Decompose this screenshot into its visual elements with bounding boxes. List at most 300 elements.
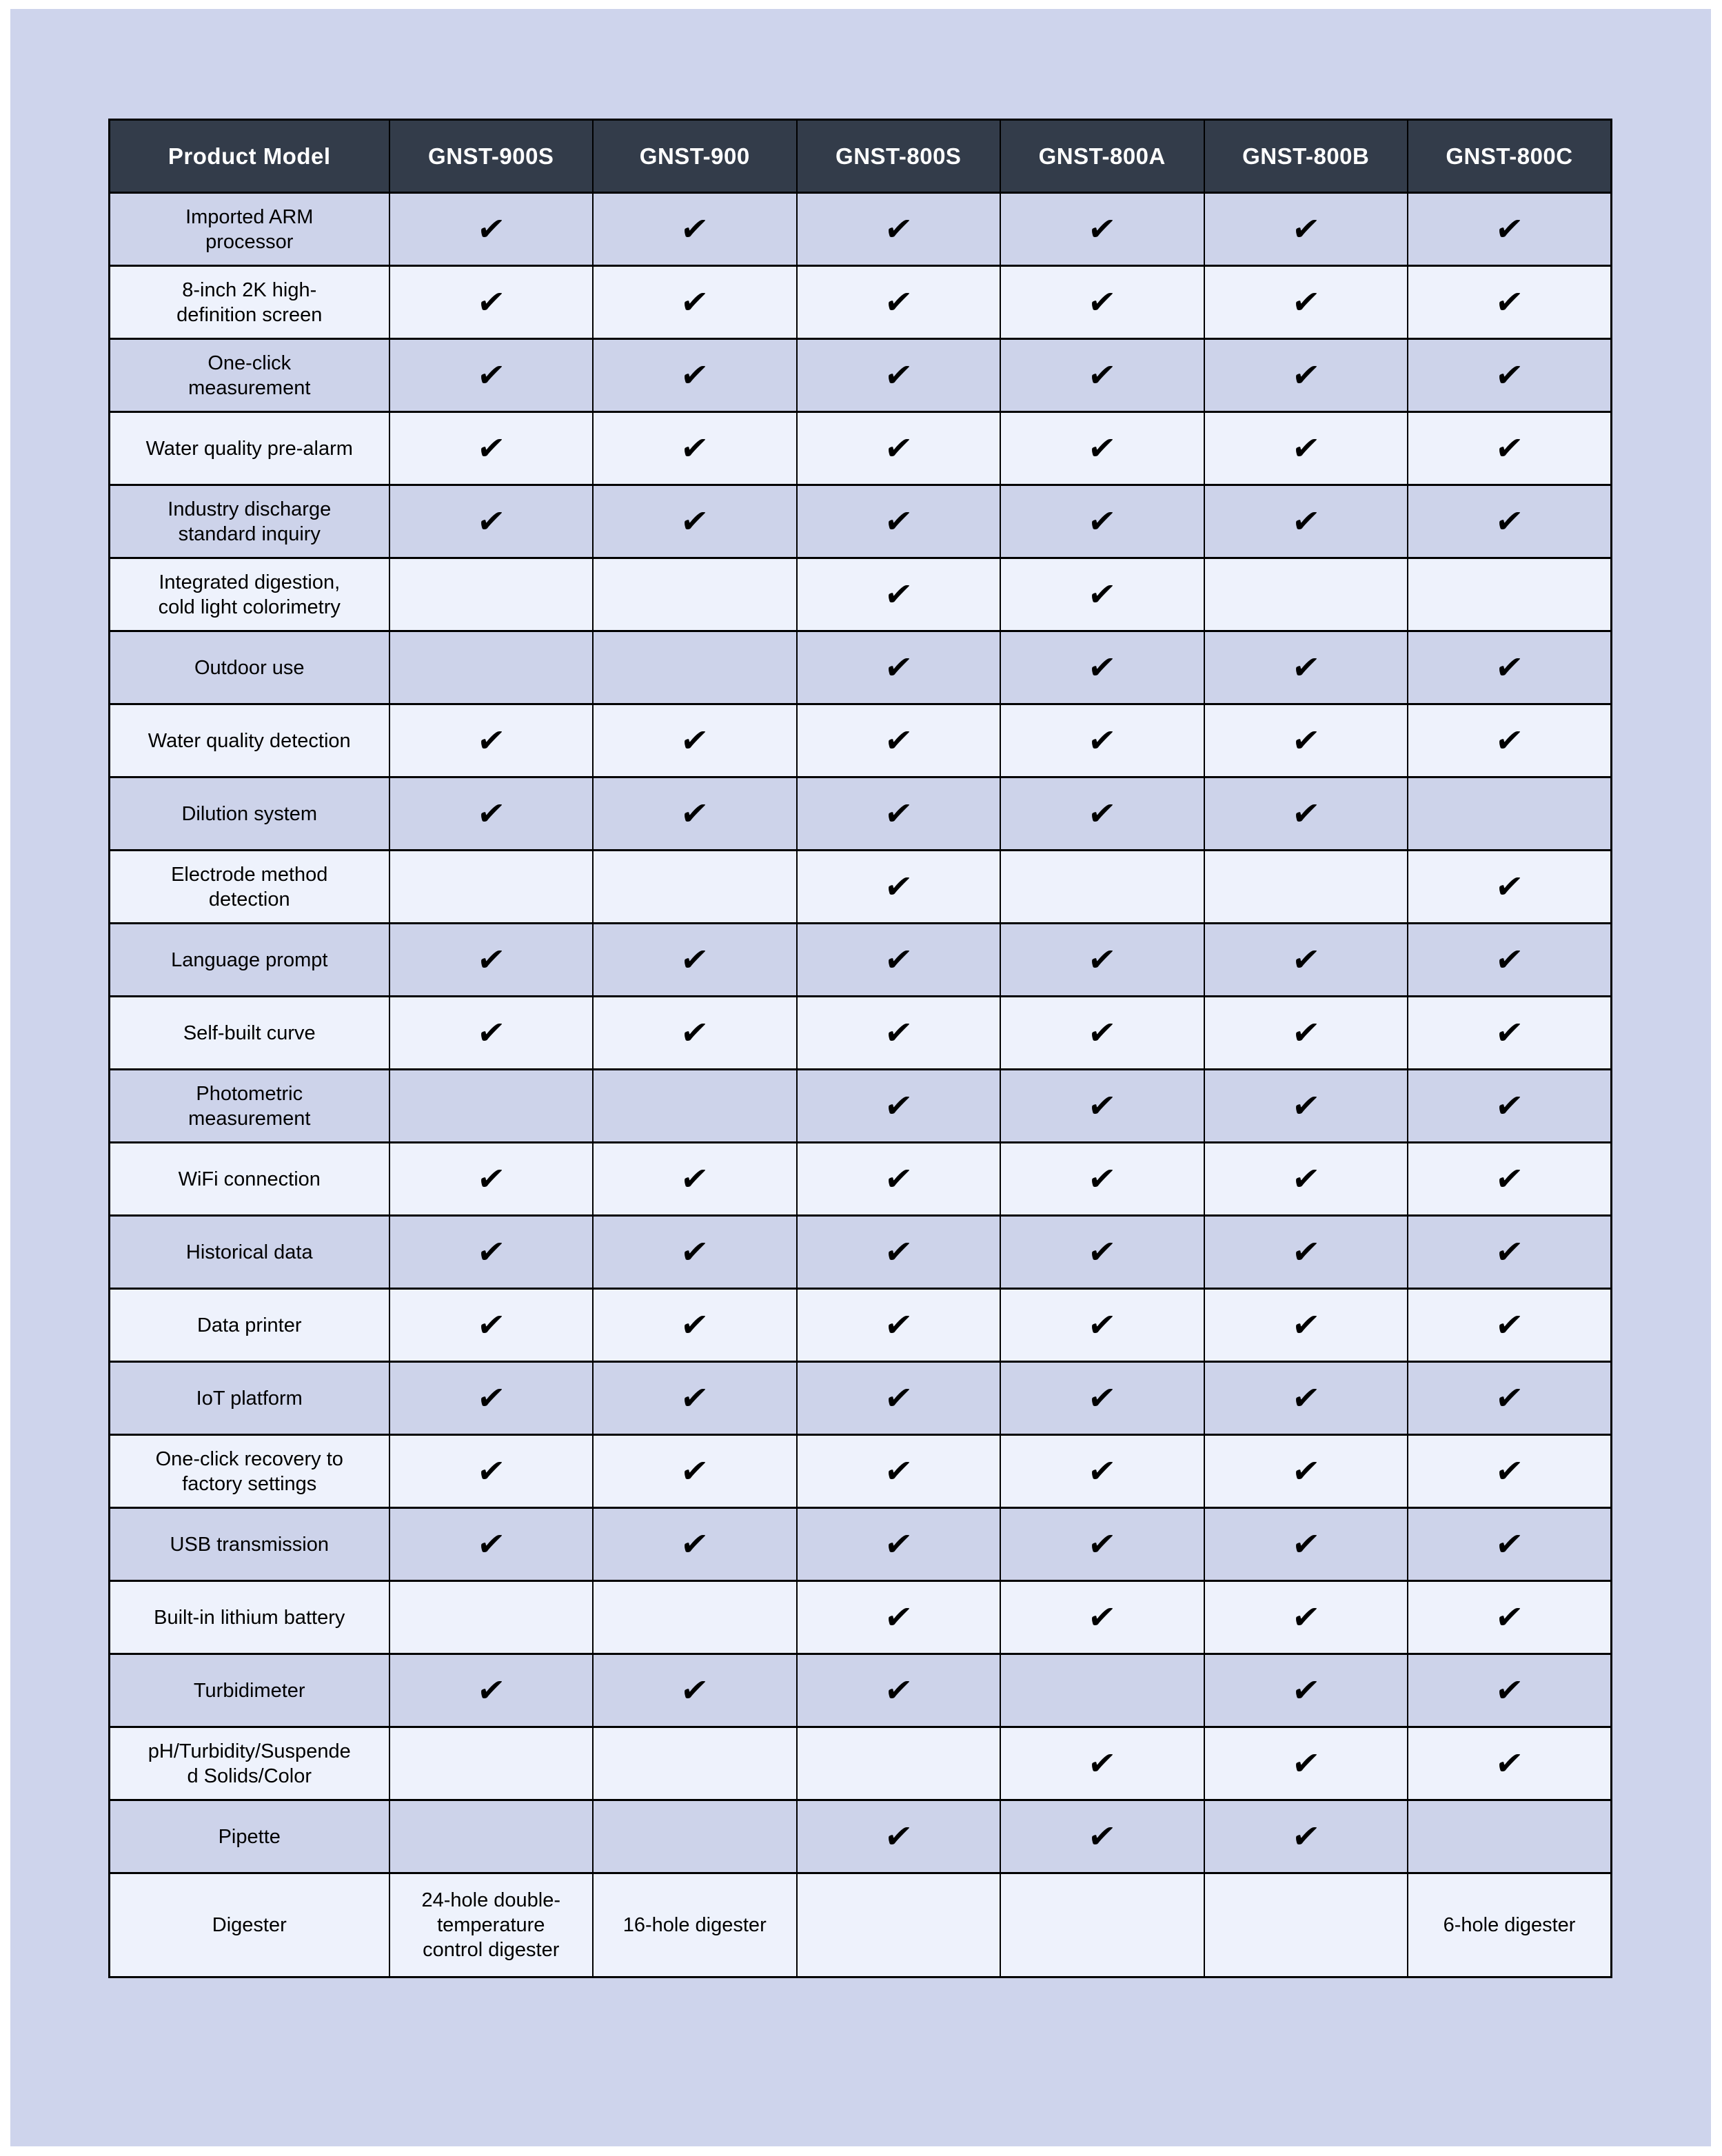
check-icon: ✔: [1086, 1817, 1118, 1855]
check-icon: ✔: [1493, 1305, 1526, 1343]
check-icon: ✔: [1290, 1013, 1322, 1051]
feature-cell-checked: [797, 1800, 1001, 1873]
feature-cell-checked: [1204, 1800, 1408, 1873]
feature-cell-checked: [1000, 485, 1204, 558]
feature-cell-checked: [389, 1654, 594, 1727]
header-cell-gnst-800c: GNST-800C: [1408, 120, 1612, 193]
feature-cell-checked: [797, 193, 1001, 266]
feature-cell-checked: [1408, 997, 1612, 1070]
feature-cell-checked: [593, 924, 797, 997]
check-icon: ✔: [1086, 283, 1118, 321]
check-icon: ✔: [1493, 356, 1526, 394]
feature-cell-checked: [1204, 704, 1408, 777]
check-icon: ✔: [1290, 502, 1322, 540]
check-icon: ✔: [1290, 1086, 1322, 1124]
feature-cell-checked: [389, 193, 594, 266]
check-icon: ✔: [1493, 1525, 1526, 1563]
feature-cell-checked: [1000, 997, 1204, 1070]
check-icon: ✔: [1493, 648, 1526, 686]
feature-cell-checked: [797, 851, 1001, 924]
feature-cell-checked: [593, 704, 797, 777]
check-icon: ✔: [1493, 940, 1526, 978]
check-icon: ✔: [678, 210, 711, 247]
feature-cell-checked: [389, 777, 594, 851]
check-icon: ✔: [1493, 721, 1526, 759]
feature-cell-checked: [1408, 704, 1612, 777]
feature-cell-checked: [797, 339, 1001, 412]
check-icon: ✔: [1493, 1671, 1526, 1709]
check-icon: ✔: [475, 721, 507, 759]
check-icon: ✔: [475, 429, 507, 467]
check-icon: ✔: [1086, 1525, 1118, 1563]
check-icon: ✔: [882, 867, 915, 905]
check-icon: ✔: [475, 1232, 507, 1270]
check-icon: ✔: [1086, 429, 1118, 467]
check-icon: ✔: [882, 1525, 915, 1563]
table-row: [110, 1435, 1612, 1508]
feature-cell-checked: [1408, 1289, 1612, 1362]
feature-label: Dilution system: [110, 777, 389, 851]
check-icon: ✔: [1493, 502, 1526, 540]
table-row: [110, 1727, 1612, 1800]
feature-cell-checked: [1408, 1362, 1612, 1435]
feature-cell-checked: [1204, 1654, 1408, 1727]
header-cell-gnst-800a: GNST-800A: [1000, 120, 1204, 193]
feature-cell-empty: [797, 1727, 1001, 1800]
check-icon: ✔: [678, 940, 711, 978]
check-icon: ✔: [678, 794, 711, 832]
feature-cell-empty: [389, 631, 594, 704]
feature-cell-checked: [593, 1289, 797, 1362]
check-icon: ✔: [882, 940, 915, 978]
feature-cell-checked: [1000, 1508, 1204, 1581]
feature-cell-checked: [389, 1143, 594, 1216]
feature-cell-empty: [593, 1070, 797, 1143]
table-row: [110, 1508, 1612, 1581]
feature-cell-checked: [1408, 1143, 1612, 1216]
feature-cell-empty: [593, 631, 797, 704]
feature-label: Integrated digestion, cold light colorimetry: [110, 558, 389, 631]
feature-cell-checked: [1204, 1143, 1408, 1216]
check-icon: ✔: [1290, 1671, 1322, 1709]
table-row: [110, 631, 1612, 704]
check-icon: ✔: [1290, 1305, 1322, 1343]
check-icon: ✔: [882, 502, 915, 540]
feature-cell-checked: [593, 1362, 797, 1435]
check-icon: ✔: [678, 1452, 711, 1489]
check-icon: ✔: [1290, 283, 1322, 321]
check-icon: ✔: [1086, 648, 1118, 686]
check-icon: ✔: [678, 356, 711, 394]
feature-label: Water quality pre-alarm: [110, 412, 389, 485]
check-icon: ✔: [882, 1452, 915, 1489]
feature-cell-checked: [797, 704, 1001, 777]
feature-cell-checked: [389, 704, 594, 777]
table-row: [110, 704, 1612, 777]
feature-cell-checked: [389, 1216, 594, 1289]
check-icon: ✔: [1290, 1379, 1322, 1416]
check-icon: ✔: [1493, 210, 1526, 247]
table-row: [110, 1873, 1612, 1977]
check-icon: ✔: [1086, 1013, 1118, 1051]
feature-cell-checked: [389, 924, 594, 997]
feature-cell-empty: [1408, 1800, 1612, 1873]
feature-cell-empty: [1204, 558, 1408, 631]
check-icon: ✔: [1290, 940, 1322, 978]
check-icon: ✔: [678, 1525, 711, 1563]
feature-cell-checked: [1204, 1727, 1408, 1800]
feature-cell-checked: [1204, 193, 1408, 266]
feature-cell-checked: [1000, 631, 1204, 704]
feature-cell-checked: [1204, 1362, 1408, 1435]
feature-cell-checked: [389, 339, 594, 412]
feature-cell-empty: [1408, 558, 1612, 631]
feature-cell-checked: [797, 558, 1001, 631]
feature-label: IoT platform: [110, 1362, 389, 1435]
feature-cell-checked: [1204, 1070, 1408, 1143]
header-cell-product-model: Product Model: [110, 120, 389, 193]
check-icon: ✔: [475, 794, 507, 832]
check-icon: ✔: [678, 502, 711, 540]
table-row: [110, 1070, 1612, 1143]
table-row: [110, 485, 1612, 558]
table-row: [110, 1216, 1612, 1289]
check-icon: ✔: [882, 721, 915, 759]
check-icon: ✔: [1290, 429, 1322, 467]
feature-cell-checked: [1000, 704, 1204, 777]
feature-cell-checked: [1000, 1581, 1204, 1654]
check-icon: ✔: [475, 1671, 507, 1709]
feature-cell-checked: [797, 1581, 1001, 1654]
feature-cell-checked: [1408, 1070, 1612, 1143]
feature-label: Turbidimeter: [110, 1654, 389, 1727]
feature-cell-checked: [593, 1654, 797, 1727]
check-icon: ✔: [1086, 794, 1118, 832]
check-icon: ✔: [1086, 1379, 1118, 1416]
feature-cell-checked: [1408, 631, 1612, 704]
feature-cell-checked: [1204, 777, 1408, 851]
feature-cell-checked: [593, 193, 797, 266]
check-icon: ✔: [1290, 721, 1322, 759]
feature-cell-checked: [797, 924, 1001, 997]
check-icon: ✔: [1290, 1525, 1322, 1563]
table-row: [110, 997, 1612, 1070]
feature-cell-checked: [797, 1070, 1001, 1143]
check-icon: ✔: [882, 429, 915, 467]
feature-cell-empty: [593, 851, 797, 924]
check-icon: ✔: [475, 1159, 507, 1197]
table-row: [110, 558, 1612, 631]
feature-cell-checked: [1408, 1435, 1612, 1508]
feature-label: Outdoor use: [110, 631, 389, 704]
check-icon: ✔: [1493, 1598, 1526, 1636]
feature-cell-checked: [593, 485, 797, 558]
header-row: [110, 120, 1612, 193]
check-icon: ✔: [1086, 721, 1118, 759]
feature-cell-checked: [1204, 1216, 1408, 1289]
check-icon: ✔: [475, 1525, 507, 1563]
check-icon: ✔: [1086, 502, 1118, 540]
check-icon: ✔: [882, 1671, 915, 1709]
check-icon: ✔: [882, 1086, 915, 1124]
feature-cell-checked: [1000, 1289, 1204, 1362]
table-row: [110, 193, 1612, 266]
feature-cell-checked: [1000, 777, 1204, 851]
check-icon: ✔: [882, 648, 915, 686]
feature-cell-checked: [593, 997, 797, 1070]
feature-label: Historical data: [110, 1216, 389, 1289]
check-icon: ✔: [1086, 1086, 1118, 1124]
check-icon: ✔: [882, 210, 915, 247]
feature-cell-checked: [1000, 412, 1204, 485]
table-row: [110, 924, 1612, 997]
feature-cell-checked: [593, 266, 797, 339]
feature-cell-checked: [1204, 412, 1408, 485]
feature-cell-checked: [1408, 266, 1612, 339]
feature-cell-checked: [1204, 266, 1408, 339]
check-icon: ✔: [475, 356, 507, 394]
feature-cell-empty: [593, 1727, 797, 1800]
feature-cell-checked: [1204, 1581, 1408, 1654]
feature-cell-checked: [1204, 631, 1408, 704]
feature-cell-checked: [797, 631, 1001, 704]
header-cell-gnst-800s: GNST-800S: [797, 120, 1001, 193]
check-icon: ✔: [1290, 1159, 1322, 1197]
check-icon: ✔: [1086, 575, 1118, 613]
feature-cell-checked: [1204, 997, 1408, 1070]
table-row: [110, 777, 1612, 851]
check-icon: ✔: [1493, 1232, 1526, 1270]
feature-cell-checked: [797, 1143, 1001, 1216]
feature-cell-checked: [593, 412, 797, 485]
feature-label: Electrode method detection: [110, 851, 389, 924]
check-icon: ✔: [678, 429, 711, 467]
feature-cell-empty: [389, 1070, 594, 1143]
table-row: [110, 1362, 1612, 1435]
feature-cell-checked: [1000, 266, 1204, 339]
check-icon: ✔: [475, 940, 507, 978]
feature-cell-empty: [389, 558, 594, 631]
table-row: [110, 1581, 1612, 1654]
feature-cell-empty: [797, 1873, 1001, 1977]
feature-cell-text: 16-hole digester: [593, 1873, 797, 1977]
feature-cell-checked: [797, 1289, 1001, 1362]
feature-label: pH/Turbidity/Suspended Solids/Color: [110, 1727, 389, 1800]
feature-cell-checked: [797, 997, 1001, 1070]
check-icon: ✔: [1290, 356, 1322, 394]
check-icon: ✔: [475, 1013, 507, 1051]
feature-cell-checked: [1000, 1070, 1204, 1143]
feature-cell-checked: [1000, 193, 1204, 266]
feature-cell-checked: [1204, 485, 1408, 558]
feature-cell-checked: [389, 485, 594, 558]
check-icon: ✔: [1493, 1086, 1526, 1124]
check-icon: ✔: [678, 1013, 711, 1051]
feature-cell-checked: [1000, 1216, 1204, 1289]
check-icon: ✔: [1290, 1817, 1322, 1855]
feature-cell-checked: [1204, 1508, 1408, 1581]
product-comparison-table: [108, 119, 1612, 1978]
feature-cell-checked: [1408, 851, 1612, 924]
feature-cell-checked: [1000, 1800, 1204, 1873]
table-body: [110, 193, 1612, 1977]
feature-cell-checked: [1000, 924, 1204, 997]
feature-label: Language prompt: [110, 924, 389, 997]
feature-cell-checked: [1000, 1727, 1204, 1800]
feature-cell-checked: [1408, 193, 1612, 266]
feature-cell-checked: [1408, 1727, 1612, 1800]
check-icon: ✔: [678, 1159, 711, 1197]
feature-cell-empty: [1000, 1654, 1204, 1727]
check-icon: ✔: [475, 1305, 507, 1343]
feature-label: WiFi connection: [110, 1143, 389, 1216]
feature-cell-checked: [1000, 1435, 1204, 1508]
feature-cell-checked: [389, 412, 594, 485]
feature-cell-checked: [593, 1216, 797, 1289]
feature-cell-checked: [389, 997, 594, 1070]
check-icon: ✔: [882, 575, 915, 613]
feature-label: One-click measurement: [110, 339, 389, 412]
check-icon: ✔: [882, 1013, 915, 1051]
check-icon: ✔: [475, 502, 507, 540]
feature-cell-checked: [797, 1216, 1001, 1289]
check-icon: ✔: [1493, 283, 1526, 321]
check-icon: ✔: [475, 1379, 507, 1416]
check-icon: ✔: [1493, 1744, 1526, 1782]
check-icon: ✔: [1493, 429, 1526, 467]
check-icon: ✔: [1290, 210, 1322, 247]
page-background: [10, 9, 1711, 2146]
check-icon: ✔: [1086, 356, 1118, 394]
table-row: [110, 339, 1612, 412]
check-icon: ✔: [678, 1305, 711, 1343]
check-icon: ✔: [1290, 1598, 1322, 1636]
feature-cell-checked: [389, 1362, 594, 1435]
feature-cell-checked: [1000, 1143, 1204, 1216]
check-icon: ✔: [1086, 1305, 1118, 1343]
feature-cell-checked: [1408, 924, 1612, 997]
check-icon: ✔: [475, 210, 507, 247]
header-cell-gnst-800b: GNST-800B: [1204, 120, 1408, 193]
feature-cell-empty: [1204, 851, 1408, 924]
check-icon: ✔: [1290, 1232, 1322, 1270]
feature-label: Pipette: [110, 1800, 389, 1873]
feature-cell-checked: [797, 1508, 1001, 1581]
table-row: [110, 412, 1612, 485]
check-icon: ✔: [475, 283, 507, 321]
feature-label: 8-inch 2K high-definition screen: [110, 266, 389, 339]
check-icon: ✔: [1493, 1013, 1526, 1051]
feature-cell-checked: [797, 485, 1001, 558]
check-icon: ✔: [678, 283, 711, 321]
feature-cell-empty: [389, 1581, 594, 1654]
feature-cell-checked: [797, 1435, 1001, 1508]
feature-cell-empty: [593, 1800, 797, 1873]
feature-cell-checked: [1204, 1289, 1408, 1362]
feature-cell-empty: [1000, 851, 1204, 924]
feature-label: Digester: [110, 1873, 389, 1977]
check-icon: ✔: [882, 1159, 915, 1197]
check-icon: ✔: [1493, 1452, 1526, 1489]
table-row: [110, 1289, 1612, 1362]
feature-label: Imported ARM processor: [110, 193, 389, 266]
check-icon: ✔: [1290, 1452, 1322, 1489]
table-row: [110, 1143, 1612, 1216]
check-icon: ✔: [1086, 1452, 1118, 1489]
feature-label: Built-in lithium battery: [110, 1581, 389, 1654]
feature-label: Industry discharge standard inquiry: [110, 485, 389, 558]
feature-cell-empty: [389, 1800, 594, 1873]
feature-cell-checked: [593, 777, 797, 851]
check-icon: ✔: [1493, 1159, 1526, 1197]
feature-cell-checked: [593, 1508, 797, 1581]
feature-cell-checked: [389, 1435, 594, 1508]
feature-cell-empty: [593, 1581, 797, 1654]
check-icon: ✔: [882, 1305, 915, 1343]
feature-cell-empty: [1204, 1873, 1408, 1977]
check-icon: ✔: [678, 1379, 711, 1416]
check-icon: ✔: [1493, 867, 1526, 905]
check-icon: ✔: [1086, 1232, 1118, 1270]
table-row: [110, 266, 1612, 339]
feature-cell-text: 6-hole digester: [1408, 1873, 1612, 1977]
feature-cell-checked: [389, 266, 594, 339]
feature-label: Self-built curve: [110, 997, 389, 1070]
feature-cell-empty: [389, 1727, 594, 1800]
check-icon: ✔: [1086, 940, 1118, 978]
check-icon: ✔: [882, 1379, 915, 1416]
check-icon: ✔: [1290, 794, 1322, 832]
feature-label: Data printer: [110, 1289, 389, 1362]
feature-cell-checked: [1000, 339, 1204, 412]
feature-cell-checked: [1408, 339, 1612, 412]
feature-cell-checked: [797, 777, 1001, 851]
feature-cell-checked: [1204, 924, 1408, 997]
check-icon: ✔: [1086, 1159, 1118, 1197]
check-icon: ✔: [1290, 648, 1322, 686]
feature-cell-checked: [1408, 1581, 1612, 1654]
feature-cell-empty: [593, 558, 797, 631]
check-icon: ✔: [882, 283, 915, 321]
feature-cell-checked: [1000, 558, 1204, 631]
feature-cell-checked: [389, 1508, 594, 1581]
feature-cell-checked: [797, 412, 1001, 485]
check-icon: ✔: [678, 1232, 711, 1270]
feature-cell-checked: [1204, 339, 1408, 412]
feature-label: USB transmission: [110, 1508, 389, 1581]
check-icon: ✔: [1086, 1744, 1118, 1782]
check-icon: ✔: [678, 1671, 711, 1709]
check-icon: ✔: [882, 1817, 915, 1855]
feature-cell-checked: [1408, 412, 1612, 485]
feature-cell-text: 24-hole double-temperature control digester: [389, 1873, 594, 1977]
feature-cell-checked: [389, 1289, 594, 1362]
feature-cell-checked: [593, 1435, 797, 1508]
feature-label: Water quality detection: [110, 704, 389, 777]
feature-cell-checked: [1000, 1362, 1204, 1435]
feature-cell-checked: [1408, 1216, 1612, 1289]
check-icon: ✔: [1086, 1598, 1118, 1636]
feature-cell-checked: [797, 266, 1001, 339]
feature-label: Photometric measurement: [110, 1070, 389, 1143]
feature-cell-empty: [1408, 777, 1612, 851]
header-cell-gnst-900s: GNST-900S: [389, 120, 594, 193]
check-icon: ✔: [1086, 210, 1118, 247]
header-cell-gnst-900: GNST-900: [593, 120, 797, 193]
check-icon: ✔: [475, 1452, 507, 1489]
feature-cell-empty: [389, 851, 594, 924]
table-row: [110, 1800, 1612, 1873]
